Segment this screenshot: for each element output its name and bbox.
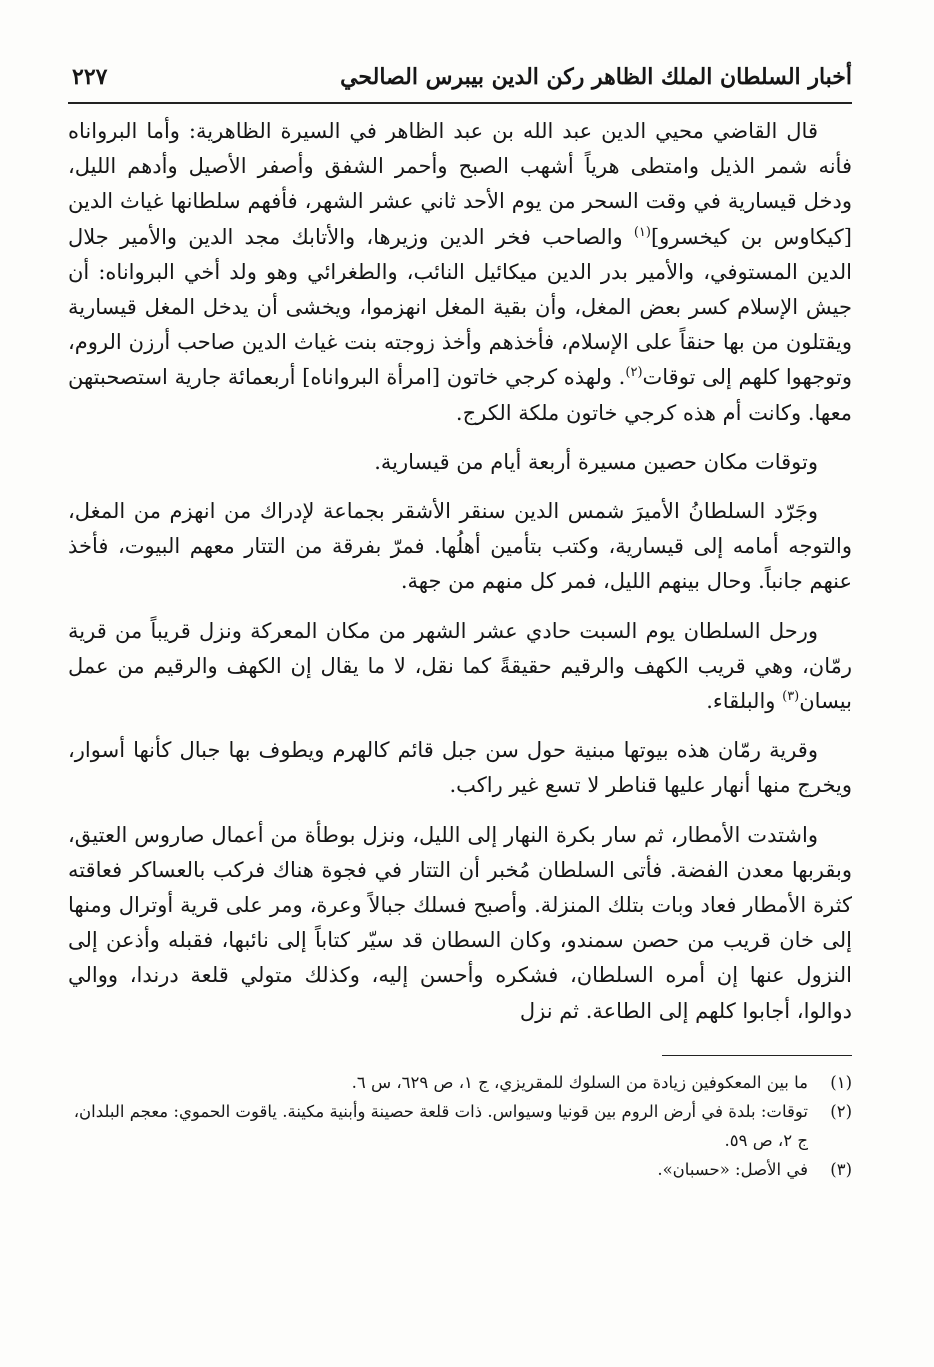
paragraph-text: واشتدت الأمطار، ثم سار بكرة النهار إلى الليل، ونزل بوطأة من أعمال صاروس العتيق، وبقربها معدن الفضة. فأتى السلطان مُخبر أن التتار في فجوة هناك فركب بالعساكر فعاقته كثرة الأمطار فعاد وبات بتلك المنزلة. وأصبح فسلك جبالاً وعرة، ومر على قرية أوترال ومنها إلى خان قريب من حصن سمندو، وكان السطان قد سيّر كتاباً إلى نائبها، فقبله وأذعن إلى النزول عنها إن أمره السلطان، فشكره وأحسن إليه، وكذلك متولي قلعة درندا، ووالي دوالوا، أجابوا كلهم إلى الطاعة. ثم نزل xyxy=(68,822,852,1023)
paragraph-text: وتوقات مكان حصين مسيرة أربعة أيام من قيسارية. xyxy=(374,449,818,474)
footnote-marker: (١) xyxy=(633,224,651,240)
footnote xyxy=(68,1155,852,1184)
book-page xyxy=(68,62,852,1184)
running-title: أخبار السلطان الملك الظاهر ركن الدين بيبرس الصالحي xyxy=(340,64,852,90)
main-text xyxy=(68,114,852,1029)
footnote xyxy=(68,1097,852,1155)
paragraph xyxy=(68,614,852,720)
footnote-text: في الأصل: «حسبان». xyxy=(657,1159,808,1179)
footnote-number: (٢) xyxy=(830,1101,852,1121)
paragraph xyxy=(68,114,852,431)
paragraph xyxy=(68,445,852,480)
page-header xyxy=(68,62,852,104)
paragraph xyxy=(68,733,852,803)
paragraph-text: . ولهذه كرجي خاتون [امرأة البرواناه] أربعمائة جارية استصحبتهن معها. وكانت أم هذه كرجي خاتون ملكة الكرج. xyxy=(68,365,852,425)
paragraph-text: وجَرّد السلطانُ الأميرَ شمس الدين سنقر الأشقر بجماعة لإدراك من انهزم من المغل، والتوجه أمامه إلى قيسارية، وكتب بتأمين أهلُها. فمرّ بفرقة من التتار معهم البيوت، فأخذ عنهم جانباً. وحال بينهم الليل، فمر كل منهم من جهة. xyxy=(68,499,852,594)
paragraph-text: ورحل السلطان يوم السبت حادي عشر الشهر من مكان المعركة ونزل قريباً من قرية رمّان، وهي قريب الكهف والرقيم حقيقةً كما نقل، لا ما يقال إن الكهف والرقيم من عمل بيسان xyxy=(68,618,852,714)
footnote xyxy=(68,1068,852,1097)
footnote-number: (١) xyxy=(830,1072,852,1092)
page-number: ٢٢٧ xyxy=(72,64,108,90)
paragraph-text: والبلقاء. xyxy=(706,689,783,714)
paragraph-text: قال القاضي محيي الدين عبد الله بن عبد الظاهر في السيرة الظاهرية: وأما البرواناه فأنه شمر الذيل وامتطى هرياً أشهب الصبح وأحمر الشفق وأصفر الأصيل وأدهم الليل، ودخل قيسارية في وقت السحر من يوم الأحد ثاني عشر الشهر، فأفهم سلطانها غياث الدين [كيكاوس بن كيخسرو] xyxy=(68,119,852,249)
paragraph xyxy=(68,494,852,600)
footnote-marker: (٢) xyxy=(625,365,643,381)
footnote-number: (٣) xyxy=(830,1159,852,1179)
footnotes xyxy=(68,1068,852,1184)
footnote-divider xyxy=(662,1055,852,1056)
paragraph-text: وقرية رمّان هذه بيوتها مبنية حول سن جبل قائم كالهرم ويطوف بها جبال كأنها أسوار، ويخرج منها أنهار عليها قناطر لا تسع غير راكب. xyxy=(68,738,852,798)
paragraph-text: والصاحب فخر الدين وزيرها، والأتابك مجد الدين والأمير جلال الدين المستوفي، والأمير بدر الدين ميكائيل النائب، والطغرائي وهو ولد أخي البرواناه: أن جيش الإسلام كسر بعض المغل، وأن بقية المغل انهزموا، ويخشى أن يدخل المغل قيسارية ويقتلون من بها حنقاً على الإسلام، فأخذهم وأخذ زوجته بنت غياث الدين صاحب أرزن الروم، وتوجهوا كلهم إلى توقات xyxy=(68,224,853,390)
footnote-text: توقات: بلدة في أرض الروم بين قونيا وسيواس. ذات قلعة حصينة وأبنية مكينة. ياقوت الحموي: معجم البلدان، ج ٢، ص ٥٩. xyxy=(73,1101,808,1150)
footnote-text: ما بين المعكوفين زيادة من السلوك للمقريزي، ج ١، ص ٦٢٩، س ٦. xyxy=(351,1072,808,1092)
footnote-marker: (٣) xyxy=(782,689,800,705)
paragraph xyxy=(68,818,852,1029)
